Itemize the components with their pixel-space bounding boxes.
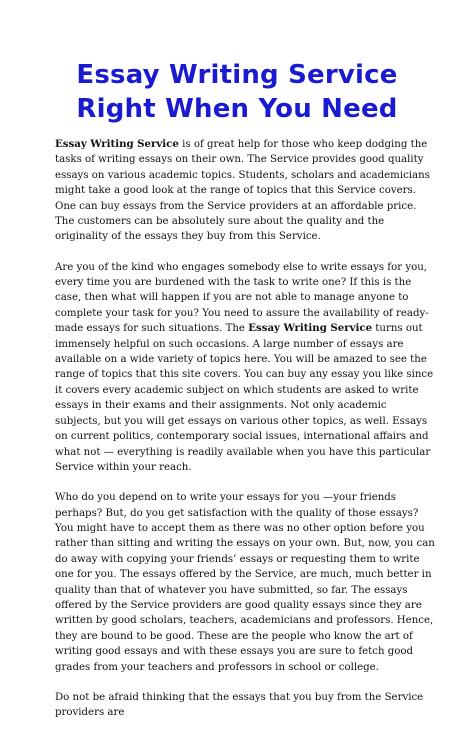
paragraph-2-text-before: Are you of the kind who engages somebody else to write essays for you, every time you are burdened with the task to write one? If this is the case, then what will happen if you are not able to manage anyone to complete your task for you? You need to assure the availability of ready-made essays for such situations. The bbox=[55, 261, 429, 335]
paragraph-2-text-after: turns out immensely helpful on such occasions. A large number of essays are available on a wide variety of topics here. You will be amazed to see the range of topics that this site covers. You can buy any essay you like since it covers every academic subject on which students are asked to write essays in their exams and their assignments. Not only academic subjects, but you will get essays on various other topics, as well. Essays on current politics, contemporary social issues, international affairs and what not — everything is readily available when you have this particular Service within your reach. bbox=[55, 323, 434, 473]
title-line-2: Right When You Need bbox=[76, 94, 398, 124]
paragraph-1 bbox=[55, 137, 435, 245]
paragraph-3: Who do you depend on to write your essays for you —your friends perhaps? But, do you get satisfaction with the quality of those essays? You might have to accept them as there was no other option before you rather than sitting and writing the essays on your own. But, now, you can do away with copying your friends’ essays or requesting them to write one for you. The essays offered by the Service, are much, much better in quality than that of whatever you have submitted, so far. The essays offered by the Service providers are good quality essays since they are written by good scholars, teachers, academicians and professors. Hence, they are bound to be good. These are the people who know the art of writing good essays and with these essays you are sure to fetch good grades from your teachers and professors in school or college. bbox=[55, 492, 435, 673]
paragraph-1-text: is of great help for those who keep dodging the tasks of writing essays on their own. The Service provides good quality essays on various academic topics. Students, scholars and academicians might take a good look at the range of topics that this Service covers. One can buy essays from the Service providers at an affordable price. The customers can be absolutely sure about the quality and the originality of the essays they buy from this Service. bbox=[55, 139, 430, 243]
paragraph-2 bbox=[55, 260, 435, 476]
paragraph-2-bold-service: Essay Writing Service bbox=[248, 322, 373, 335]
paragraph-4: Do not be afraid thinking that the essays that you buy from the Service providers are bbox=[55, 691, 424, 719]
document-title bbox=[0, 58, 474, 126]
title-line-1: Essay Writing Service bbox=[76, 60, 398, 90]
paragraph-1-bold-lead: Essay Writing Service bbox=[55, 138, 179, 150]
document-body bbox=[55, 137, 435, 735]
